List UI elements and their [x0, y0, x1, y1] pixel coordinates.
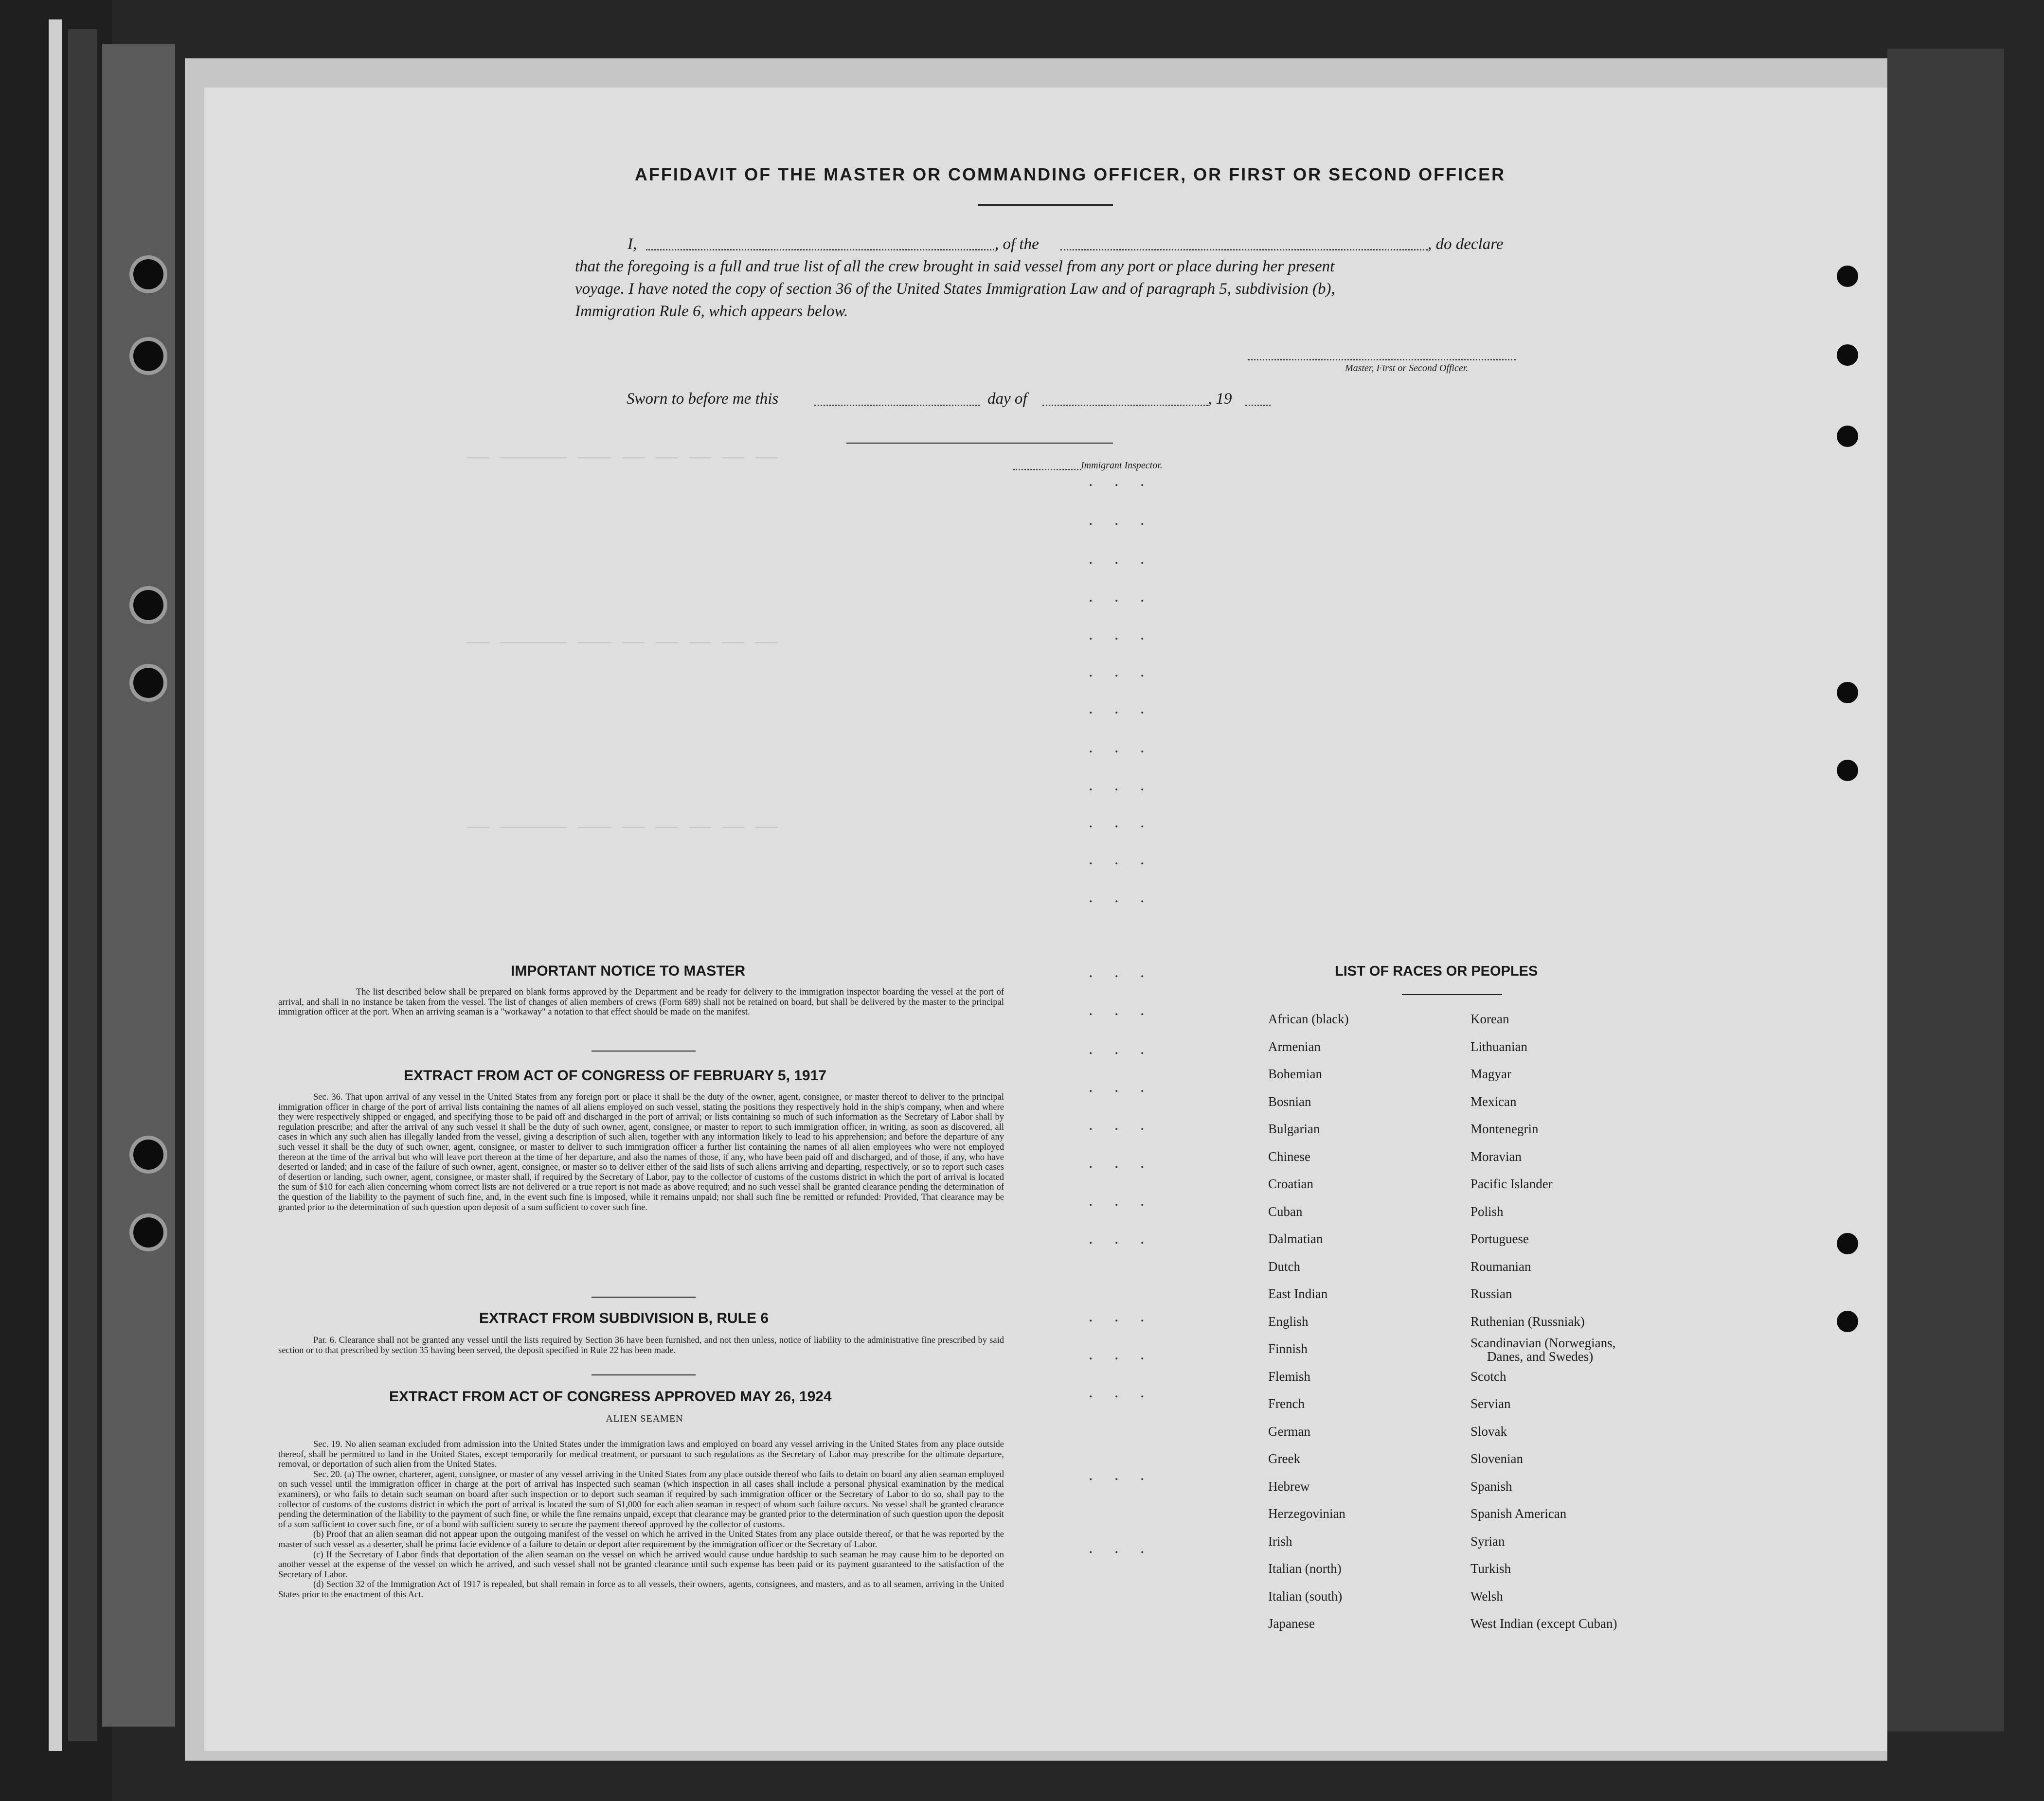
sworn-year: , 19 [1208, 390, 1232, 408]
race-item: Hebrew [1268, 1479, 1310, 1494]
ditto-marks: . . . [1089, 662, 1153, 680]
races-title-rule [1402, 994, 1502, 995]
punch-hole [1837, 426, 1858, 447]
inspector-caption: Immigrant Inspector. [1081, 460, 1163, 471]
notice-body [278, 987, 1004, 1017]
punch-hole [1837, 682, 1858, 703]
ditto-marks: . . . [1089, 1383, 1153, 1401]
race-item: West Indian (except Cuban) [1470, 1616, 1617, 1631]
master-signature-blank[interactable] [1248, 359, 1516, 360]
race-item: Finnish [1268, 1341, 1308, 1356]
race-item: Armenian [1268, 1039, 1321, 1054]
race-item: Japanese [1268, 1616, 1315, 1631]
extract-1924-body [278, 1440, 1004, 1600]
extract-1917-text: Sec. 36. That upon arrival of any vessel in the United States from any foreign port or place it shall be the duty of the owner, agent, consignee, or master thereof to deliver to the principal immigration officer in charge of the port of arrival lists containing the names of all aliens employed on such vessel, stating the positions they respectively hold in the ship's company, when and where they were respectively shipped or engaged, and specifying those to be paid off and discharged in the port of arrival; or lists containing so much of such information as the Secretary of Labor shall by regulation prescribe; and after the arrival of any such vessel it shall be the duty of such owner, agent, consignee, or master to report to such immigration officer, in writing, as soon as discovered, all cases in which any such alien has illegally landed from the vessel, giving a description of such alien, together with any information likely to lead to his apprehension; and before the departure of any such vessel it shall be the duty of such owner, agent, consignee, or master to deliver to such immigration officer a further list containing the names of all alien employees who were not employed thereon at the time of the arrival but who will leave port thereon at the time of her departure, and also the names of those, if any, who have been paid off and discharged, and of those, if any, who have deserted or landed; and in case of the failure of such owner, agent, consignee, or master so to deliver either of the said lists of such aliens arriving and departing, respectively, or so to report such cases of desertion or landing, such owner, agent, consignee, or master shall, if required by the Secretary of Labor, pay to the collector of customs of the customs district in which the port of arrival is located the sum of $10 for each alien concerning whom correct lists are not delivered or a true report is not made as above required; and no such vessel shall be granted clearance pending the determination of the question of the liability to the payment of such fine, and, in the event such fine is imposed, while it remains unpaid; nor shall such fine be remitted or refunded: Provided, That clearance may be granted prior to the determination of such question upon deposit of a sum sufficient to cover such fine. [278, 1092, 1004, 1213]
ditto-marks: . . . [1089, 1040, 1153, 1058]
ditto-marks: . . . [1089, 472, 1153, 490]
punch-hole [1837, 1311, 1858, 1332]
race-item: Lithuanian [1470, 1039, 1527, 1054]
ditto-marks: . . . [1089, 850, 1153, 868]
inspector-signature-line [846, 443, 1113, 444]
race-item: Ruthenian (Russniak) [1470, 1314, 1585, 1329]
binder-shadow [68, 29, 97, 1741]
punch-hole [1837, 266, 1858, 287]
punch-hole [133, 1217, 163, 1248]
binder-strip [49, 19, 62, 1751]
affidavit-line-4: Immigration Rule 6, which appears below. [575, 303, 848, 320]
race-item: Syrian [1470, 1534, 1505, 1549]
race-item: Spanish American [1470, 1506, 1567, 1521]
ditto-marks: . . . [1089, 1078, 1153, 1096]
race-item: Servian [1470, 1396, 1511, 1411]
extract-rule6-title: EXTRACT FROM SUBDIVISION B, RULE 6 [479, 1310, 769, 1326]
affidavit-declare: , do declare [1428, 235, 1504, 253]
punch-hole [1837, 760, 1858, 781]
position-blank[interactable] [1060, 249, 1428, 250]
race-item: Danes, and Swedes) [1487, 1349, 1594, 1364]
ditto-marks: . . . [1089, 1154, 1153, 1172]
race-item: Cuban [1268, 1204, 1303, 1219]
sworn-year-blank[interactable] [1245, 405, 1271, 406]
race-item: Moravian [1470, 1149, 1522, 1164]
punch-hole [133, 668, 163, 698]
sworn-prefix: Sworn to before me this [627, 390, 779, 408]
affidavit-title: AFFIDAVIT OF THE MASTER OR COMMANDING OFFICER, OR FIRST OR SECOND OFFICER [634, 164, 1506, 184]
ditto-marks: . . . [1089, 1539, 1153, 1557]
bleed-through: —— —————— ——— —— —— —— —— —— [467, 632, 778, 653]
sworn-day-blank[interactable] [814, 405, 980, 406]
notice-title: IMPORTANT NOTICE TO MASTER [511, 963, 746, 979]
extract-1917-body [278, 1092, 1004, 1213]
race-item: Roumanian [1470, 1259, 1531, 1274]
race-item: Russian [1470, 1286, 1512, 1301]
punch-hole [1837, 1233, 1858, 1254]
race-item: Chinese [1268, 1149, 1310, 1164]
race-item: Slovak [1470, 1424, 1507, 1439]
extract-rule6-body [278, 1336, 1004, 1355]
ditto-marks: . . . [1089, 963, 1153, 981]
punch-hole [133, 1140, 163, 1170]
punch-hole [133, 259, 163, 289]
ditto-marks: . . . [1089, 1230, 1153, 1248]
inspector-dotted [1013, 469, 1081, 470]
extract-rule6-text: Par. 6. Clearance shall not be granted any vessel until the lists required by Section 36 have been furnished, and not then unless, notice of liability to the administrative fine prescribed by said section or to that prescribed by section 35 having been served, the deposit specified in Rule 22 has been made. [278, 1336, 1004, 1355]
race-item: German [1268, 1424, 1310, 1439]
race-item: Flemish [1268, 1369, 1311, 1384]
race-item: Italian (south) [1268, 1589, 1343, 1604]
race-item: Croatian [1268, 1177, 1313, 1191]
affidavit-i: I, [628, 235, 637, 253]
race-item: Herzegovinian [1268, 1506, 1345, 1521]
race-item: Dalmatian [1268, 1231, 1323, 1246]
section-rule [592, 1051, 696, 1052]
title-rule [978, 204, 1113, 206]
race-item: Bosnian [1268, 1094, 1311, 1109]
ditto-marks: . . . [1089, 625, 1153, 643]
race-item: Dutch [1268, 1259, 1300, 1274]
binder-backing [102, 44, 175, 1727]
punch-hole [133, 590, 163, 620]
race-item: Slovenian [1470, 1451, 1523, 1466]
extract-1917-title: EXTRACT FROM ACT OF CONGRESS OF FEBRUARY 5, 1917 [404, 1068, 826, 1084]
ditto-marks: . . . [1089, 1001, 1153, 1019]
bleed-through: —— —————— ——— —— —— —— —— —— [467, 447, 778, 468]
race-item: Bohemian [1268, 1067, 1322, 1081]
race-item: Bulgarian [1268, 1122, 1320, 1136]
race-item: Polish [1470, 1204, 1504, 1219]
race-item: Greek [1268, 1451, 1300, 1466]
race-item: Montenegrin [1470, 1122, 1539, 1136]
race-item: Spanish [1470, 1479, 1512, 1494]
race-item: Italian (north) [1268, 1561, 1342, 1576]
race-item: Welsh [1470, 1589, 1503, 1604]
extract-1924-sec20d: (d) Section 32 of the Immigration Act of 1917 is repealed, but shall remain in force as to all vessels, their owners, agents, consignees, and masters, and as to all seamen, arriving in the United States prior to the enactment of this Act. [278, 1580, 1004, 1600]
ditto-marks: . . . [1089, 776, 1153, 794]
ditto-marks: . . . [1089, 1116, 1153, 1134]
ditto-marks: . . . [1089, 1307, 1153, 1325]
race-item: Mexican [1470, 1094, 1517, 1109]
sworn-day-of: day of [987, 390, 1027, 408]
races-title: LIST OF RACES OR PEOPLES [1335, 963, 1538, 979]
punch-hole [133, 341, 163, 371]
race-item: French [1268, 1396, 1305, 1411]
scan-right-edge [1887, 49, 2004, 1731]
race-item: East Indian [1268, 1286, 1328, 1301]
sworn-month-blank[interactable] [1042, 405, 1208, 406]
master-caption: Master, First or Second Officer. [1345, 363, 1469, 374]
race-item: Irish [1268, 1534, 1292, 1549]
ditto-marks: . . . [1089, 511, 1153, 529]
extract-1924-sec20: Sec. 20. (a) The owner, charterer, agent, consignee, or master of any vessel arriving in the United States from any place outside thereof who fails to detain on board any alien seaman employed on such vessel until the immigration officer in charge at the port of arrival has inspected such seaman (which inspection in all cases shall include a personal physical examination by the medical examiners), or who fails to detain such seaman on board after such inspection or to deport such seaman if required by such immigration officer or the Secretary of Labor to do so, shall pay to the collector of customs of the customs district in which the port of arrival is located the sum of $1,000 for each alien seaman in respect of whom such failure occurs. No vessel shall be granted clearance pending the determination of the liability to the payment of such fine, or while the fine remains unpaid, except that clearance may be granted prior to the determination of such question upon the deposit of a sum sufficient to cover such fine, or of a bond with sufficient surety to secure the payment thereof approved by the collector of customs. [278, 1469, 1004, 1530]
name-blank[interactable] [646, 249, 997, 250]
affidavit-line-2: that the foregoing is a full and true list of all the crew brought in said vessel from any port or place during her present [575, 258, 1335, 275]
notice-text: The list described below shall be prepared on blank forms approved by the Department and be ready for delivery to the immigration inspector boarding the vessel at the port of arrival, and shall in no instance be taken from the vessel. The list of changes of alien members of crews (Form 689) shall not be retained on board, but shall be delivered by the master to the principal immigration officer at the port. When an arriving seaman is a "workaway" a notation to that effect should be made on the manifest. [278, 987, 1004, 1017]
ditto-marks: . . . [1089, 1345, 1153, 1363]
extract-1924-sec19: Sec. 19. No alien seaman excluded from admission into the United States under the immigration laws and employed on board any vessel arriving in the United States from any place outside thereof, shall be permitted to land in the United States, except temporarily for medical treatment, or pursuant to such regulations as the Secretary of Labor may prescribe for the ultimate departure, removal, or deportation of such alien from the United States. [278, 1440, 1004, 1470]
bleed-through: —— —————— ——— —— —— —— —— —— [467, 817, 778, 838]
extract-1924-sec20b: (b) Proof that an alien seaman did not appear upon the outgoing manifest of the vessel on which he arrived in the United States from any place outside thereof, or that he was reported by the master of such vessel as a deserter, shall be prima facie evidence of a failure to detain or deport after requirement by the immigration officer or the Secretary of Labor. [278, 1530, 1004, 1550]
ditto-marks: . . . [1089, 588, 1153, 606]
section-rule [592, 1374, 696, 1375]
race-item: Scotch [1470, 1369, 1506, 1384]
affidavit-of-the: , of the [995, 235, 1039, 253]
ditto-marks: . . . [1089, 813, 1153, 831]
ditto-marks: . . . [1089, 550, 1153, 568]
extract-1924-sec20c: (c) If the Secretary of Labor finds that deportation of the alien seaman on the vessel on which he arrived would cause undue hardship to such seaman he may cause him to be deported on another vessel at the expense of the vessel on which he arrived, and such vessel shall not be granted clearance until such expense has been paid or its payment guaranteed to the satisfaction of the Secretary of Labor. [278, 1550, 1004, 1580]
section-rule [592, 1297, 696, 1298]
extract-1924-subtitle: ALIEN SEAMEN [606, 1413, 683, 1424]
race-item: Magyar [1470, 1067, 1511, 1081]
punch-hole [1837, 344, 1858, 366]
ditto-marks: . . . [1089, 1466, 1153, 1484]
race-item: Korean [1470, 1012, 1509, 1026]
race-item: Turkish [1470, 1561, 1511, 1576]
ditto-marks: . . . [1089, 738, 1153, 756]
race-item: Portuguese [1470, 1231, 1529, 1246]
race-item: Scandinavian (Norwegians, [1470, 1336, 1616, 1350]
ditto-marks: . . . [1089, 699, 1153, 717]
affidavit-line-3: voyage. I have noted the copy of section 36 of the United States Immigration Law and of paragraph 5, subdivision (b), [575, 280, 1335, 298]
ditto-marks: . . . [1089, 1192, 1153, 1210]
race-item: Pacific Islander [1470, 1177, 1553, 1191]
extract-1924-title: EXTRACT FROM ACT OF CONGRESS APPROVED MAY 26, 1924 [389, 1389, 832, 1405]
race-item: English [1268, 1314, 1309, 1329]
ditto-marks: . . . [1089, 888, 1153, 906]
race-item: African (black) [1268, 1012, 1349, 1026]
